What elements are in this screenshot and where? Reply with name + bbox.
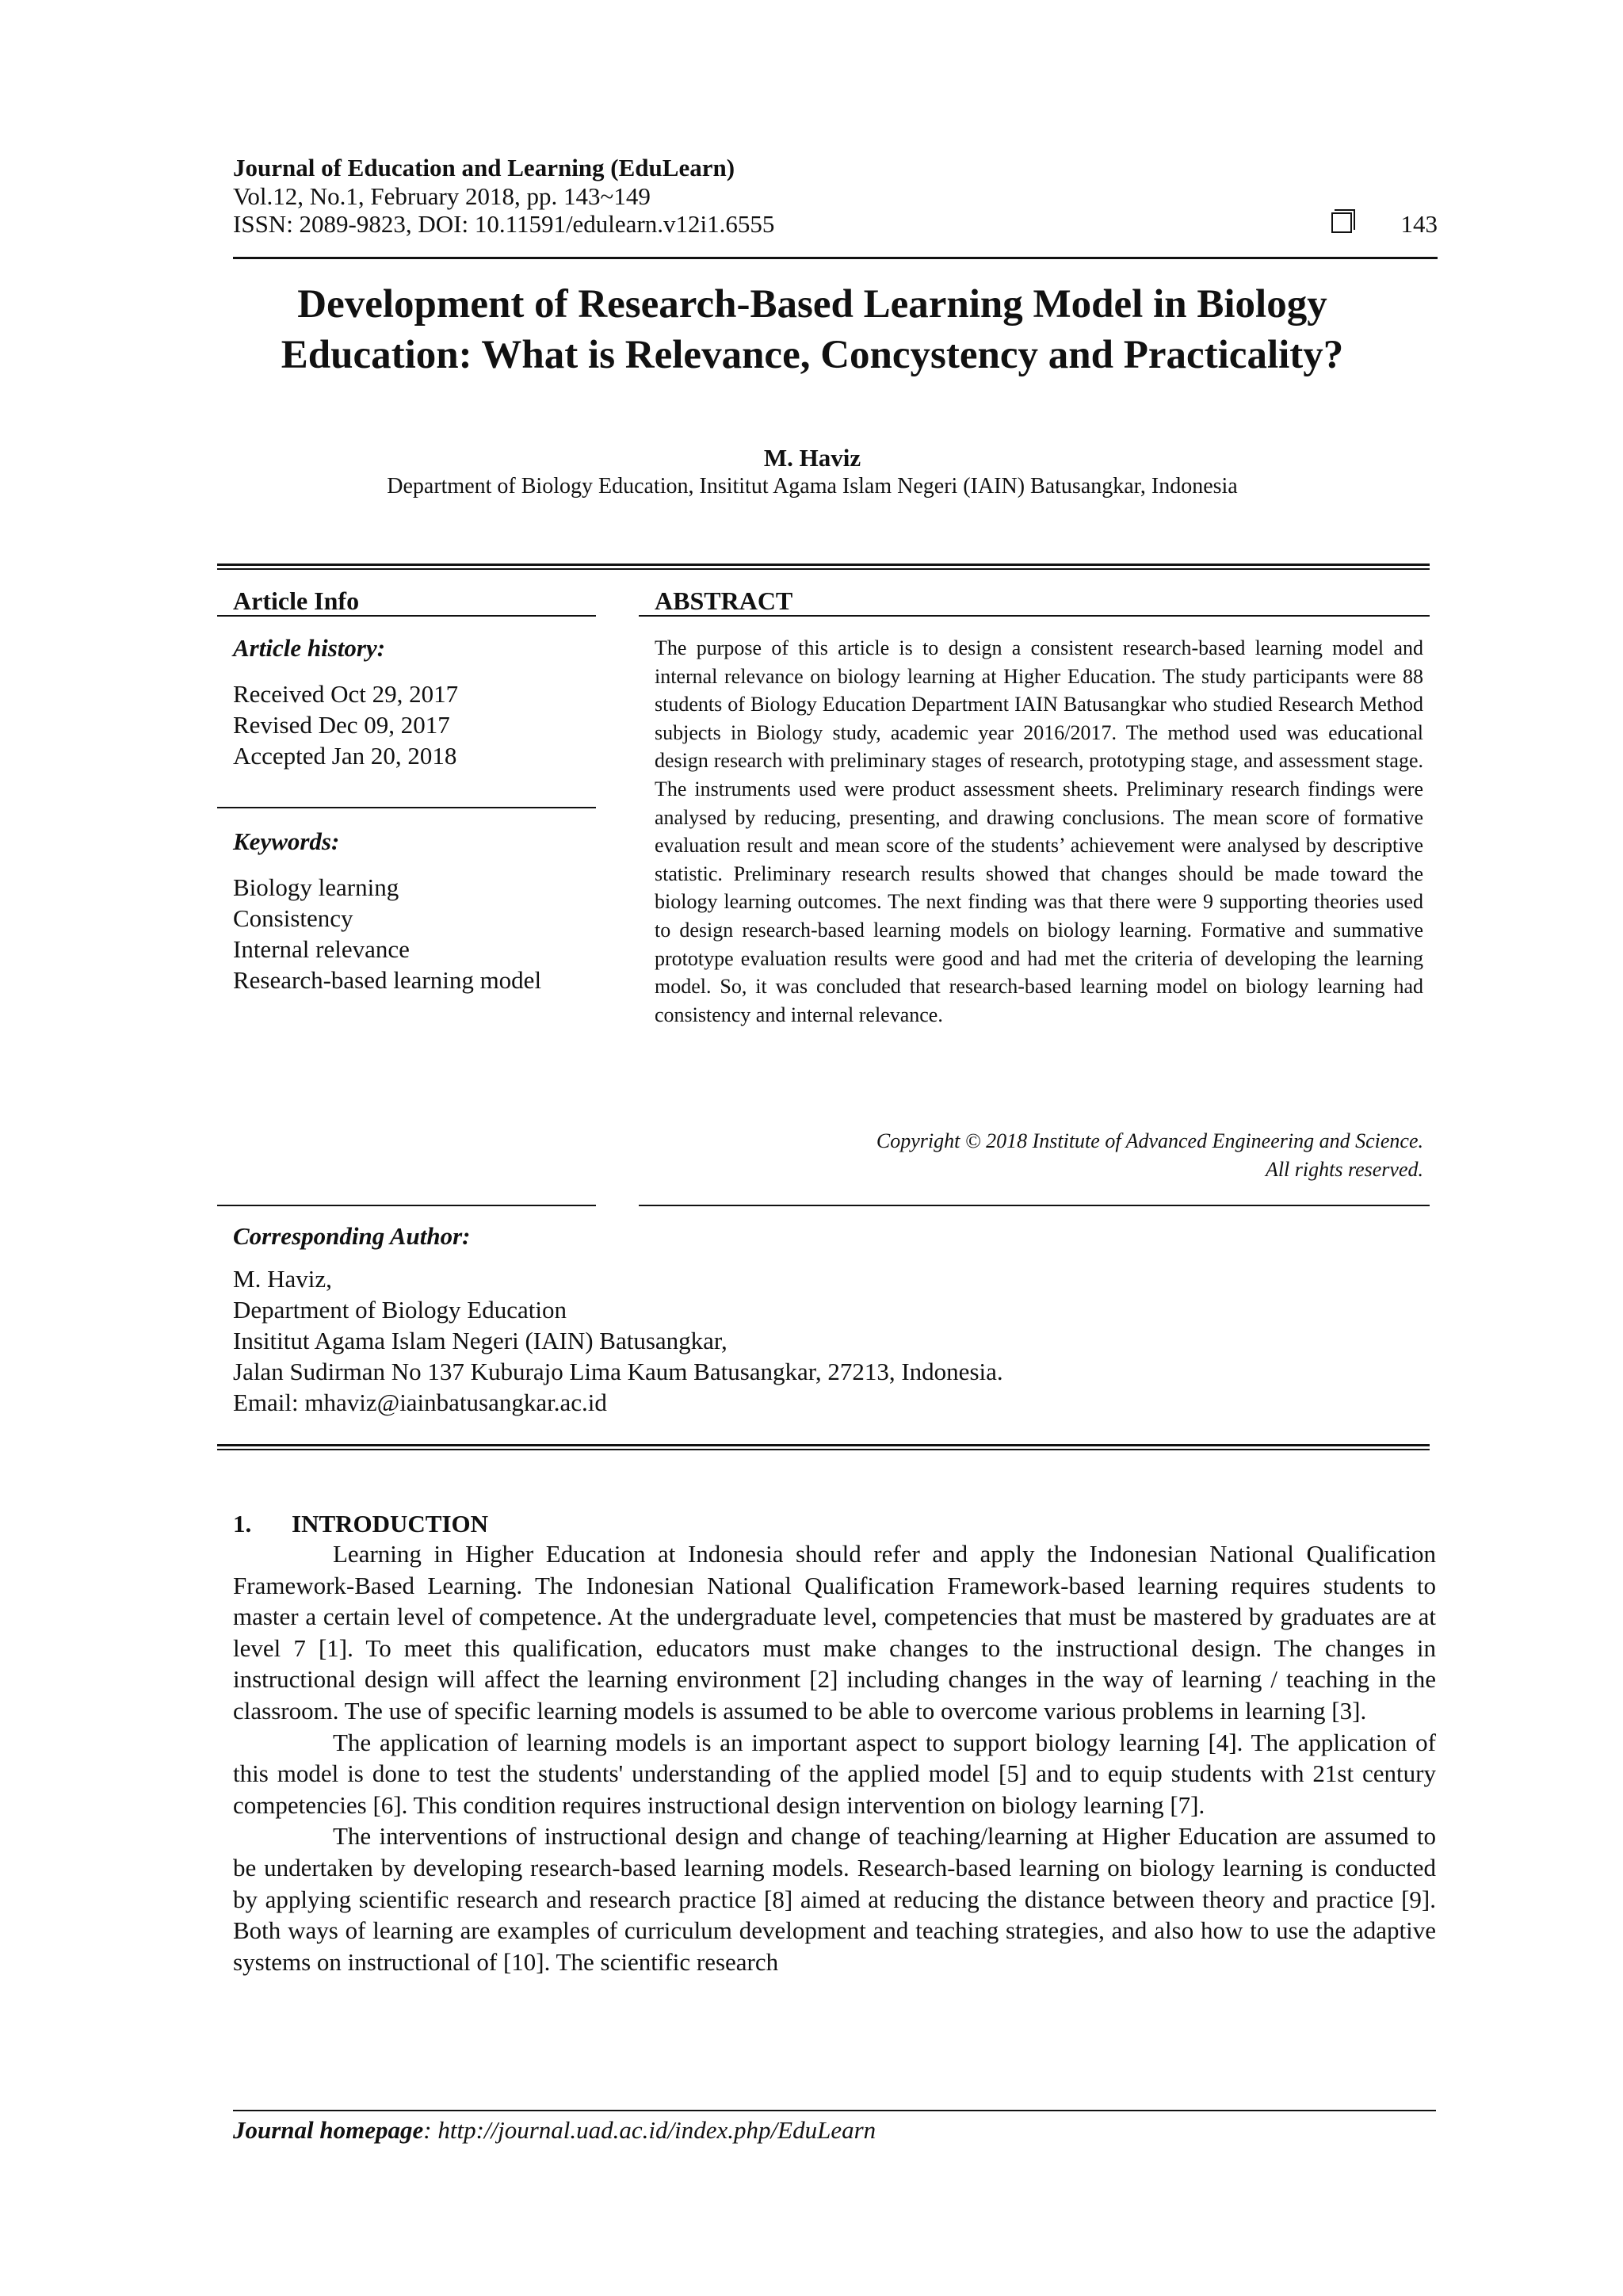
accepted-date: Accepted Jan 20, 2018 bbox=[233, 742, 457, 770]
keyword-item: Biology learning bbox=[233, 873, 399, 901]
header-page-block bbox=[1331, 210, 1438, 238]
section-number: 1. bbox=[233, 1510, 252, 1538]
corresponding-details bbox=[233, 1263, 1422, 1418]
abstract-text: The purpose of this article is to design a consistent research-based learning model and internal relevance on biology learning at Higher Education. The study participants were 88 students of Biology Education Department IAIN Batusangkar who studied Research Method subjects in Biology study, academic year 2016/2017. The method used was educational design research with preliminary stages of research, prototyping stage, and assessment stage. The instruments used were product assessment sheets. Preliminary research findings were analysed by reducing, presenting, and drawing conclusions. The mean score of formative evaluation result and mean score of the students’ achievement were analysed by descriptive statistic. Preliminary research results showed that changes should be made toward the biology learning outcomes. The next finding was that there were 9 supporting theories used to design research-based learning models on biology learning. Formative and summative prototype evaluation results were good and had met the criteria of developing the learning model. So, it was concluded that research-based learning model on biology learning had consistency and internal relevance. bbox=[655, 636, 1423, 1026]
abstract-bottom-rule bbox=[639, 1205, 1430, 1206]
revised-date: Revised Dec 09, 2017 bbox=[233, 711, 450, 739]
issn-doi bbox=[233, 210, 1438, 238]
intro-paragraph: The application of learning models is an important aspect to support biology learning [4]. The application of this model is done to test the students' understanding of the applied model [5] and to equip students with 21st century competencies [6]. This condition requires instructional design intervention on biology learning [7]. bbox=[233, 1728, 1436, 1819]
title-line-2: Education: What is Relevance, Concystency and Practicality? bbox=[281, 333, 1344, 377]
corresponding-author-block bbox=[233, 1222, 1422, 1418]
article-history bbox=[233, 634, 594, 771]
footer-label: Journal homepage bbox=[233, 2116, 424, 2144]
keywords-heading: Keywords: bbox=[233, 827, 340, 855]
paper-title bbox=[190, 279, 1434, 380]
copyright-line-1: Copyright © 2018 Institute of Advanced Engineering and Science. bbox=[876, 1129, 1423, 1152]
copyright-line-2: All rights reserved. bbox=[1265, 1158, 1423, 1181]
header-rule bbox=[233, 257, 1438, 259]
abstract-rule bbox=[639, 615, 1430, 617]
footer-url[interactable]: http://journal.uad.ac.id/index.php/EduLearn bbox=[437, 2116, 876, 2144]
abstract-heading: ABSTRACT bbox=[655, 586, 793, 615]
article-info-block bbox=[233, 586, 594, 616]
received-date: Received Oct 29, 2017 bbox=[233, 680, 459, 708]
double-rule-top bbox=[217, 563, 1430, 570]
history-heading: Article history: bbox=[233, 634, 386, 662]
volume-info: Vol.12, No.1, February 2018, pp. 143~149 bbox=[233, 182, 651, 210]
copyright-notice bbox=[655, 1127, 1423, 1184]
square-bullet-icon bbox=[1331, 212, 1352, 233]
article-info-rule bbox=[217, 615, 596, 617]
keywords-block bbox=[233, 827, 594, 995]
title-line-1: Development of Research-Based Learning Model in Biology bbox=[297, 282, 1327, 327]
keyword-item: Research-based learning model bbox=[233, 966, 542, 994]
corr-name: M. Haviz, bbox=[233, 1265, 332, 1293]
corr-institution: Insititut Agama Islam Negeri (IAIN) Batusangkar, bbox=[233, 1327, 727, 1354]
issn-text: ISSN: 2089-9823, DOI: 10.11591/edulearn.v12i1.6555 bbox=[233, 210, 775, 238]
history-list bbox=[233, 678, 594, 771]
corr-address: Jalan Sudirman No 137 Kuburajo Lima Kaum Batusangkar, 27213, Indonesia. bbox=[233, 1358, 1003, 1385]
journal-name: Journal of Education and Learning (EduLearn) bbox=[233, 154, 735, 181]
intro-paragraph: The interventions of instructional design and change of teaching/learning at Higher Education are assumed to be undertaken by developing research-based learning models. Research-based learning on biology learning is conducted by applying scientific research and research practice [8] aimed at reducing the distance between theory and practice [9]. Both ways of learning are examples of curriculum development and teaching strategies, and also how to use the adaptive systems on instructional of [10]. The scientific research bbox=[233, 1822, 1436, 1976]
keyword-item: Internal relevance bbox=[233, 935, 410, 963]
corr-department: Department of Biology Education bbox=[233, 1296, 567, 1324]
section-title: INTRODUCTION bbox=[292, 1510, 489, 1538]
double-rule-bottom bbox=[217, 1444, 1430, 1450]
author-name: M. Haviz bbox=[763, 444, 861, 472]
left-bottom-rule bbox=[217, 1205, 596, 1206]
journal-homepage-footer: Journal homepage: http://journal.uad.ac.id/index.php/EduLearn bbox=[233, 2116, 876, 2144]
keywords-list bbox=[233, 872, 594, 995]
keyword-item: Consistency bbox=[233, 904, 353, 932]
page-number: 143 bbox=[1400, 210, 1438, 238]
intro-paragraph: Learning in Higher Education at Indonesia should refer and apply the Indonesian National Qualification Framework-Based Learning. The Indonesian National Qualification Framework-based learning requires students to master a certain level of competence. At the undergraduate level, competencies that must be mastered by graduates are at level 7 [1]. To meet this qualification, educators must make changes to the instructional design. The changes in instructional design will affect the learning environment [2] including changes in the way of learning / teaching in the classroom. The use of specific learning models is assumed to be able to overcome various problems in learning [3]. bbox=[233, 1540, 1436, 1725]
article-info-heading: Article Info bbox=[233, 586, 360, 615]
abstract-heading-block bbox=[655, 586, 792, 616]
author-affiliation: Department of Biology Education, Insititut Agama Islam Negeri (IAIN) Batusangkar, Indonesia bbox=[387, 474, 1238, 499]
footer-rule bbox=[233, 2110, 1436, 2111]
corr-email: Email: mhaviz@iainbatusangkar.ac.id bbox=[233, 1389, 607, 1416]
section-heading bbox=[233, 1510, 1436, 1538]
introduction-section bbox=[233, 1510, 1436, 1977]
history-rule bbox=[217, 807, 596, 808]
running-header bbox=[233, 154, 1438, 238]
corresponding-heading: Corresponding Author: bbox=[233, 1222, 471, 1250]
